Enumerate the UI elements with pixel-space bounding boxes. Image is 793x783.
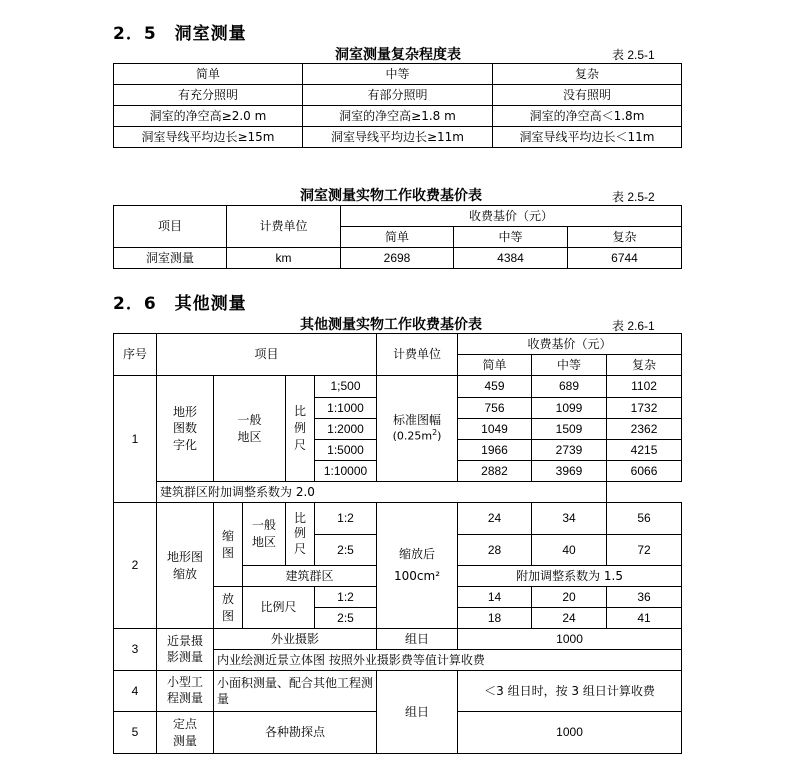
price-cell: 56	[607, 503, 682, 535]
unit-scaled-100cm2: 缩放后100cm²	[377, 503, 458, 629]
unit-standard-sheet	[377, 376, 458, 482]
unit-sub: $(0.25m^2)$	[392, 428, 442, 443]
seq-5: 5	[114, 712, 157, 754]
header-price: 收费基价（元）	[341, 206, 682, 227]
scale-cell: 1;500	[315, 376, 377, 398]
price-medium: 4384	[454, 248, 568, 269]
table-number-2-6-1: 表 2.6-1	[612, 319, 655, 333]
price-cell: 18	[458, 608, 532, 629]
note-min-3-days: ＜3 组日时，按 3 组日计算收费	[458, 671, 682, 712]
item-map-scaling: 地形图缩放	[157, 503, 214, 629]
label-scale: 比例尺	[286, 503, 315, 566]
header-price: 收费基价（元）	[458, 334, 682, 355]
cell: 洞室的净空高≥1.8 m	[303, 106, 493, 127]
price-cell: 20	[532, 587, 607, 608]
label-shrink: 缩图	[214, 503, 243, 587]
price-cell: 1509	[532, 419, 607, 440]
header-complex: 复杂	[568, 227, 682, 248]
section-title-2-6: 2．6 其他测量	[113, 294, 247, 314]
unit-sub-text: (0.25m	[392, 429, 433, 443]
section-title-2-5: 2．5 洞室测量	[113, 24, 247, 44]
price-cell: 4215	[607, 440, 682, 461]
price-cell: 24	[532, 608, 607, 629]
building-area: 建筑群区	[243, 566, 377, 587]
scale-cell: 1:2000	[315, 419, 377, 440]
price-cell: 1732	[607, 398, 682, 419]
area-general: 一般地区	[214, 376, 286, 482]
sub-small-area: 小面积测量、配合其他工程测量	[214, 671, 377, 712]
label-scale: 比例尺	[286, 376, 315, 482]
price-cell: 1966	[458, 440, 532, 461]
unit-group-day: 组日	[377, 629, 458, 650]
price-cell: 1102	[607, 376, 682, 398]
price-cell: 6066	[607, 461, 682, 482]
price-cell: 2739	[532, 440, 607, 461]
cave-price-table	[113, 205, 682, 269]
scale-cell: 1:10000	[315, 461, 377, 482]
scale-cell: 1:5000	[315, 440, 377, 461]
header-simple: 简单	[341, 227, 454, 248]
table-number-2-5-2: 表 2.5-2	[612, 190, 655, 204]
label-scale: 比例尺	[243, 587, 315, 629]
price-cell: 689	[532, 376, 607, 398]
price-complex: 6744	[568, 248, 682, 269]
price-cell: 14	[458, 587, 532, 608]
price-cell: 1099	[532, 398, 607, 419]
table-caption-2-5-2: 洞室测量实物工作收费基价表	[300, 188, 482, 204]
seq-2: 2	[114, 503, 157, 629]
price-cell: 2362	[607, 419, 682, 440]
price-cell: 756	[458, 398, 532, 419]
price-cell: 24	[458, 503, 532, 535]
scale-cell: 2:5	[315, 608, 377, 629]
complexity-table	[113, 63, 682, 148]
price-cell: 2882	[458, 461, 532, 482]
cell: 洞室的净空高≥2.0 m	[114, 106, 303, 127]
price-cell: 28	[458, 535, 532, 566]
price-cell: 459	[458, 376, 532, 398]
header-complex: 复杂	[607, 355, 682, 376]
cell: 没有照明	[493, 85, 682, 106]
price-cell: 40	[532, 535, 607, 566]
scale-cell: 1:2	[315, 503, 377, 535]
price-cell: 3969	[532, 461, 607, 482]
price-cell: 41	[607, 608, 682, 629]
header-simple: 简单	[114, 64, 303, 85]
seq-1: 1	[114, 376, 157, 503]
item-small-engineering: 小型工程测量	[157, 671, 214, 712]
sub-field-photo: 外业摄影	[214, 629, 377, 650]
item-fixed-point: 定点测量	[157, 712, 214, 754]
header-unit: 计费单位	[227, 206, 341, 248]
header-unit: 计费单位	[377, 334, 458, 376]
header-medium: 中等	[454, 227, 568, 248]
price-fixed-point: 1000	[458, 712, 682, 754]
sub-exploration-points: 各种勘探点	[214, 712, 377, 754]
unit-main: 标准图幅	[393, 413, 442, 428]
header-item: 项目	[114, 206, 227, 248]
scale-cell: 1:1000	[315, 398, 377, 419]
cell: 有充分照明	[114, 85, 303, 106]
header-medium: 中等	[532, 355, 607, 376]
price-cell: 72	[607, 535, 682, 566]
area-general: 一般地区	[243, 503, 286, 566]
row-item: 洞室测量	[114, 248, 227, 269]
header-complex: 复杂	[493, 64, 682, 85]
price-cell: 1049	[458, 419, 532, 440]
header-seq: 序号	[114, 334, 157, 376]
item-digitizing: 地形图数字化	[157, 376, 214, 482]
price-simple: 2698	[341, 248, 454, 269]
scale-cell: 1:2	[315, 587, 377, 608]
cell: 有部分照明	[303, 85, 493, 106]
table-caption-2-5-1: 洞室测量复杂程度表	[335, 47, 461, 63]
header-simple: 简单	[458, 355, 532, 376]
cell: 洞室导线平均边长≥15m	[114, 127, 303, 148]
item-close-range: 近景摄影测量	[157, 629, 214, 671]
price-cell: 36	[607, 587, 682, 608]
other-survey-price-table	[113, 333, 682, 754]
scale-cell: 2:5	[315, 535, 377, 566]
seq-4: 4	[114, 671, 157, 712]
cell: 洞室导线平均边长≥11m	[303, 127, 493, 148]
table-number-2-5-1: 表 2.5-1	[612, 48, 655, 62]
unit-group-day: 组日	[377, 671, 458, 754]
price-close-range: 1000	[458, 629, 682, 650]
note-building-area-1-5: 附加调整系数为 1.5	[458, 566, 682, 587]
note-building-area-2-0: 建筑群区附加调整系数为 2.0	[157, 482, 607, 503]
header-medium: 中等	[303, 64, 493, 85]
cell: 洞室的净空高＜1.8m	[493, 106, 682, 127]
price-cell: 34	[532, 503, 607, 535]
row-unit: km	[227, 248, 341, 269]
header-item: 项目	[157, 334, 377, 376]
seq-3: 3	[114, 629, 157, 671]
table-caption-2-6-1: 其他测量实物工作收费基价表	[300, 317, 482, 333]
label-enlarge: 放图	[214, 587, 243, 629]
note-indoor-drawing: 内业绘测近景立体图 按照外业摄影费等值计算收费	[214, 650, 682, 671]
cell: 洞室导线平均边长＜11m	[493, 127, 682, 148]
